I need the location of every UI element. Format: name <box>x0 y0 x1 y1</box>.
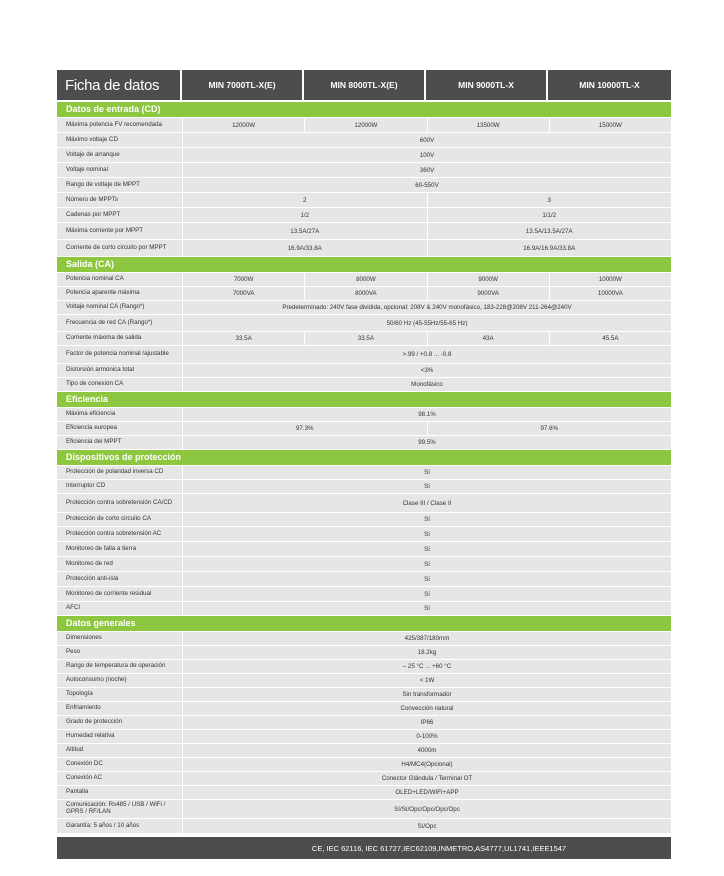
datasheet-table <box>57 70 671 859</box>
row-value: 12000W <box>304 118 426 132</box>
table-row <box>57 408 671 421</box>
row-value: Monofásico <box>182 378 671 391</box>
table-row <box>57 542 671 556</box>
row-value: Predeterminado: 240V fase dividida, opcional: 208V & 240V monofásico, 183-228@208V 211-264@240V <box>182 301 671 314</box>
row-value: 98.1% <box>182 408 671 421</box>
row-value: 13500W <box>427 118 549 132</box>
table-row <box>57 674 671 687</box>
table-row <box>57 786 671 799</box>
table-row <box>57 819 671 833</box>
row-value: 45.5A <box>549 332 671 345</box>
row-value: 15000W <box>549 118 671 132</box>
row-label: Voltaje nominal CA (Rango*) <box>66 303 145 311</box>
table-row <box>57 332 671 345</box>
table-row <box>57 287 671 300</box>
model-header: MIN 7000TL-X(E) <box>182 70 304 100</box>
row-value: 7000W <box>182 273 304 286</box>
section-efficiency <box>57 408 671 449</box>
row-value: 2 <box>182 193 427 207</box>
section-output <box>57 273 671 391</box>
row-label: Frecuencia de red CA (Rango*) <box>66 318 153 326</box>
table-row <box>57 240 671 256</box>
row-label: Enfriamiento <box>66 704 101 712</box>
row-label: Voltaje de arranque <box>66 150 120 158</box>
certifications-bar: CE, IEC 62116, IEC 61727,IEC62109,INMETRO,AS4777,UL1741,IEEE1547 <box>57 837 671 859</box>
row-label: Potencia aparente máxima <box>66 289 140 297</box>
table-row <box>57 800 671 818</box>
row-label: Monitoreo de falla a tierra <box>66 544 137 552</box>
row-value: OLED+LED/WIFI+APP <box>182 786 671 799</box>
row-value: >.99 / +0.8 ... -0.8 <box>182 346 671 363</box>
table-row <box>57 513 671 526</box>
row-label: Protección de corto circuito CA <box>66 515 151 523</box>
row-label: Eficiencia europea <box>66 424 117 432</box>
row-label: Cadenas por MPPT <box>66 210 121 218</box>
section-title-input: Datos de entrada (CD) <box>57 102 671 117</box>
section-protection <box>57 466 671 615</box>
section-title-general: Datos generales <box>57 616 671 631</box>
row-label: Monitoreo de red <box>66 559 113 567</box>
row-value: 600V <box>182 133 671 147</box>
row-label: Máxima eficiencia <box>66 410 116 418</box>
table-row <box>57 118 671 132</box>
row-value: Conector Glándula / Terminal OT <box>182 772 671 785</box>
row-value: 16.9A/33.8A <box>182 240 427 256</box>
table-row <box>57 494 671 512</box>
table-row <box>57 422 671 435</box>
row-value: Sí <box>182 513 671 526</box>
table-row <box>57 378 671 391</box>
row-value: 10000W <box>549 273 671 286</box>
section-title-output: Salida (CA) <box>57 257 671 272</box>
row-value: Sí <box>182 527 671 541</box>
table-row <box>57 730 671 743</box>
sheet-title: Ficha de datos <box>57 70 182 100</box>
row-value: Sí <box>182 557 671 571</box>
table-row <box>57 716 671 729</box>
table-row <box>57 744 671 757</box>
row-value: 9000VA <box>427 287 549 300</box>
row-label: Corriente máxima de salida <box>66 334 142 342</box>
row-label: Eficiencia del MPPT <box>66 438 122 446</box>
row-value: Clase III / Clase II <box>182 494 671 512</box>
table-row <box>57 572 671 586</box>
row-label: Protección anti-isla <box>66 574 119 582</box>
row-label: Máxima corriente por MPPT <box>66 226 144 234</box>
row-value: 13.5A/13.5A/27A <box>427 223 672 239</box>
row-value: 7000VA <box>182 287 304 300</box>
row-value: 10000VA <box>549 287 671 300</box>
row-label: Humedad relativa <box>66 732 115 740</box>
table-row <box>57 301 671 314</box>
header-row <box>57 70 671 100</box>
row-label: Factor de potencia nominal /ajustable <box>66 350 169 358</box>
row-value: 4000m <box>182 744 671 757</box>
row-value: Sí <box>182 466 671 479</box>
table-row <box>57 480 671 493</box>
row-value: < 1W <box>182 674 671 687</box>
row-value: 13.5A/27A <box>182 223 427 239</box>
row-value: – 25 °C ... +60 °C <box>182 660 671 673</box>
table-row <box>57 193 671 207</box>
table-row <box>57 527 671 541</box>
table-row <box>57 702 671 715</box>
row-label: Rango de temperatura de operación <box>66 662 166 670</box>
section-general <box>57 632 671 833</box>
row-label: Protección de polaridad inversa CD <box>66 468 164 476</box>
row-value: 33.5A <box>182 332 304 345</box>
section-title-protection: Dispositivos de protección <box>57 450 671 465</box>
row-value: Sí/Sí/Opc/Opc/Opc/Opc <box>182 800 671 818</box>
row-label: Comunicación: Rs485 / USB / WiFi / GPRS / RF/LAN <box>66 801 166 815</box>
model-header: MIN 9000TL-X <box>426 70 548 100</box>
row-label: Conexión DC <box>66 760 103 768</box>
row-value: 97.3% <box>182 422 427 435</box>
row-label: Corriente de corto circuito por MPPT <box>66 243 167 251</box>
table-row <box>57 223 671 239</box>
row-label: Número de MPPTs <box>66 195 118 203</box>
table-row <box>57 163 671 177</box>
row-label: Voltaje nominal <box>66 165 108 173</box>
row-label: Conexión AC <box>66 774 103 782</box>
table-row <box>57 602 671 615</box>
table-row <box>57 646 671 659</box>
model-header: MIN 10000TL-X <box>548 70 671 100</box>
row-label: Autoconsumo (noche) <box>66 676 127 684</box>
row-label: Tipo de conexión CA <box>66 380 124 388</box>
row-value: Sin transformador <box>182 688 671 701</box>
row-value: 60-550V <box>182 178 671 192</box>
table-row <box>57 273 671 286</box>
table-row <box>57 772 671 785</box>
row-value: 100V <box>182 148 671 162</box>
row-label: Pantalla <box>66 788 89 796</box>
row-label: Altitud <box>66 746 84 754</box>
row-value: 1/1/2 <box>427 208 672 222</box>
row-label: Protección contra sobretensión AC <box>66 529 162 537</box>
row-value: 12000W <box>182 118 304 132</box>
row-label: Potencia nominal CA <box>66 275 124 283</box>
row-value: 16.9A/16.9A/33.8A <box>427 240 672 256</box>
row-value: Sí <box>182 602 671 615</box>
table-row <box>57 178 671 192</box>
row-label: Garantía: 5 años / 10 años <box>66 821 140 829</box>
row-value: IP66 <box>182 716 671 729</box>
table-row <box>57 688 671 701</box>
table-row <box>57 364 671 377</box>
row-value: <3% <box>182 364 671 377</box>
row-label: Distorsión armónica total <box>66 366 135 374</box>
table-row <box>57 436 671 449</box>
row-value: Sí <box>182 542 671 556</box>
table-row <box>57 758 671 771</box>
row-label: Topología <box>66 690 93 698</box>
row-value: 33.5A <box>304 332 426 345</box>
row-value: 50/60 Hz (45-55Hz/55-65 Hz) <box>182 315 671 331</box>
row-value: Convección natural <box>182 702 671 715</box>
row-value: Sí <box>182 587 671 601</box>
model-header: MIN 8000TL-X(E) <box>304 70 426 100</box>
row-value: Sí/Opc <box>182 819 671 833</box>
table-row <box>57 466 671 479</box>
table-row <box>57 587 671 601</box>
table-row <box>57 133 671 147</box>
row-value: 360V <box>182 163 671 177</box>
row-value: 99.5% <box>182 436 671 449</box>
table-row <box>57 660 671 673</box>
row-label: Dimensiones <box>66 634 102 642</box>
row-label: Protección contra sobretensión CA/CD <box>66 498 173 506</box>
row-label: Interruptor CD <box>66 482 106 490</box>
row-label: Peso <box>66 648 81 656</box>
row-value: 8000VA <box>304 287 426 300</box>
table-row <box>57 315 671 331</box>
row-label: AFCI <box>66 604 81 612</box>
row-value: 425/387/180mm <box>182 632 671 645</box>
row-value: 1/2 <box>182 208 427 222</box>
section-title-efficiency: Eficiencia <box>57 392 671 407</box>
row-value: Sí <box>182 572 671 586</box>
row-label: Monitoreo de corriente residual <box>66 589 152 597</box>
row-value: 18.2kg <box>182 646 671 659</box>
row-value: 9000W <box>427 273 549 286</box>
row-label: Grado de protección <box>66 718 123 726</box>
table-row <box>57 208 671 222</box>
row-value: 43A <box>427 332 549 345</box>
row-value: 8000W <box>304 273 426 286</box>
row-value: 0-100% <box>182 730 671 743</box>
table-row <box>57 346 671 363</box>
section-input <box>57 118 671 256</box>
row-value: 97.6% <box>427 422 672 435</box>
table-row <box>57 632 671 645</box>
row-value: H4/MC4(Opcional) <box>182 758 671 771</box>
row-value: 3 <box>427 193 672 207</box>
row-value: Sí <box>182 480 671 493</box>
row-label: Máxima potencia FV recomendada <box>66 120 162 128</box>
row-label: Máximo voltaje CD <box>66 135 118 143</box>
table-row <box>57 148 671 162</box>
table-row <box>57 557 671 571</box>
row-label: Rango de voltaje de MPPT <box>66 180 140 188</box>
